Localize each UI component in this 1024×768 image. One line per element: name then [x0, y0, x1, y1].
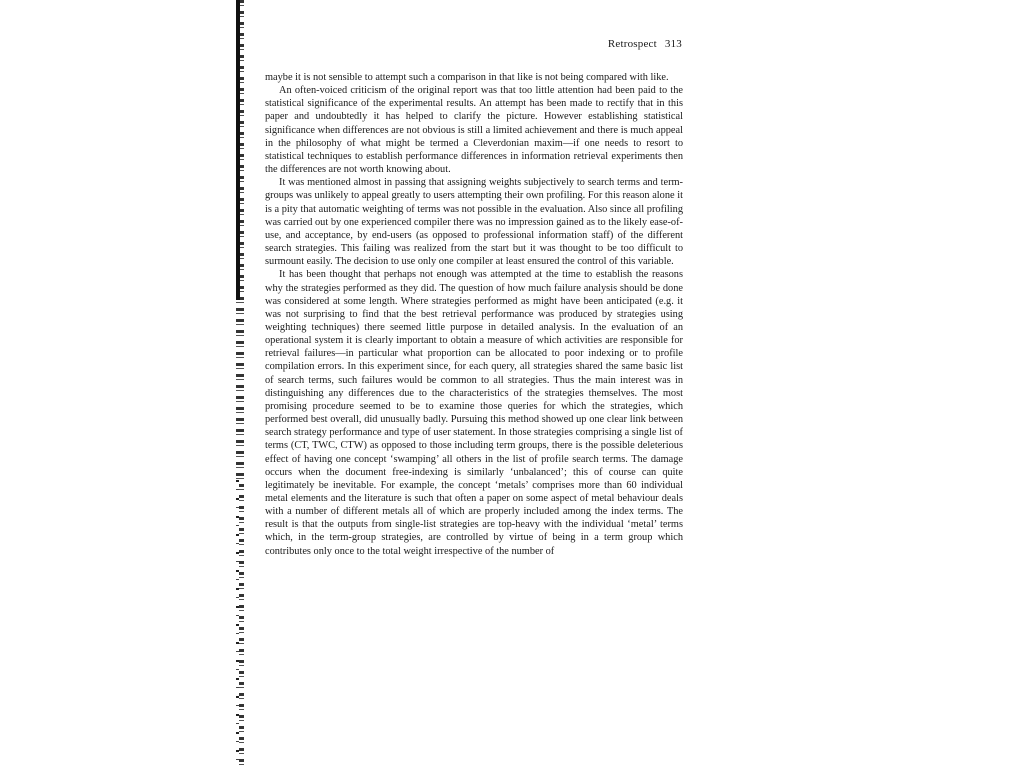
scan-binding-edge-lower [236, 480, 239, 768]
paragraph-weighting: It was mentioned almost in passing that assigning weights subjectively to search terms and term-groups was unlikely to appeal greatly to users attempting their own profiling. For this reason alone it is a pity that automatic weighting of terms was not possible in the evaluation. Also since all profiling was carried out by one experienced compiler there was no impression gained as to the likely ease-of-use, and acceptance, by end-users (as opposed to professional information staff) of the different search strategies. This failing was realized from the start but it was thought to be too difficult to surmount easily. The decision to use only one compiler at least ensured the control of this variable. [265, 177, 683, 268]
paragraph-continuation: maybe it is not sensible to attempt such a comparison in that like is not being compared with like. [265, 72, 669, 83]
running-head [560, 38, 682, 50]
running-title: Retrospect [607, 38, 657, 50]
scan-binding-edge-dark [236, 0, 240, 300]
paragraph-statistical-significance: An often-voiced criticism of the original report was that too little attention had been paid to the statistical significance of the experimental results. An attempt has been made to rectify that in this paper and undoubtedly it has helped to clarify the picture. However establishing statistical significance when differences are not obvious is still a limited achievement and there is much appeal in the philosophy of what might be termed a Cleverdonian maxim—if one needs to resort to statistical techniques to establish performance differences in information retrieval experiments then the differences are not worth knowing about. [265, 85, 683, 176]
paragraph-failure-analysis: It has been thought that perhaps not enough was attempted at the time to establish the reasons why the strategies performed as they did. The question of how much failure analysis should be done was considered at some length. Where strategies performed as might have been anticipated (e.g. it was not surprising to find that the best retrieval performance was produced by strategies using weighting techniques) there seemed little purpose in detailed analysis. In the evaluation of an operational system it is clearly important to obtain a measure of which activities are responsible for retrieval failures—in particular what proportion can be allocated to poor indexing or to profile compilation errors. In this experiment since, for each query, all strategies shared the same basic list of search terms, such failures would be common to all strategies. Thus the main interest was in distinguishing any differences due to the characteristics of the strategies themselves. The most promising procedure seemed to be to examine those queries for which the strategies, which performed best overall, did unusually badly. Pursuing this method showed up one clear link between search strategy performance and type of user statement. In those strategies comprising a single list of terms (CT, TWC, CTW) as opposed to those including term groups, there is the possible deleterious effect of having one concept ‘swamping’ all others in the list of profile search terms. The damage occurs when the document free-indexing is similarly ‘unbalanced’; this of course can quite legitimately be inevitable. For example, the concept ‘metals’ comprises more than 60 individual metal elements and the literature is such that often a paper on some aspect of metal behaviour deals with a number of different metals all of which are properly included among the index terms. The result is that the outputs from single-list strategies are top-heavy with the individual ‘metal’ terms which, in the term-group strategies, are controlled by virtue of being in a term group which contributes only once to the total weight irrespective of the number of [265, 269, 683, 557]
page-number: 313 [664, 38, 682, 50]
body-text [265, 71, 683, 558]
